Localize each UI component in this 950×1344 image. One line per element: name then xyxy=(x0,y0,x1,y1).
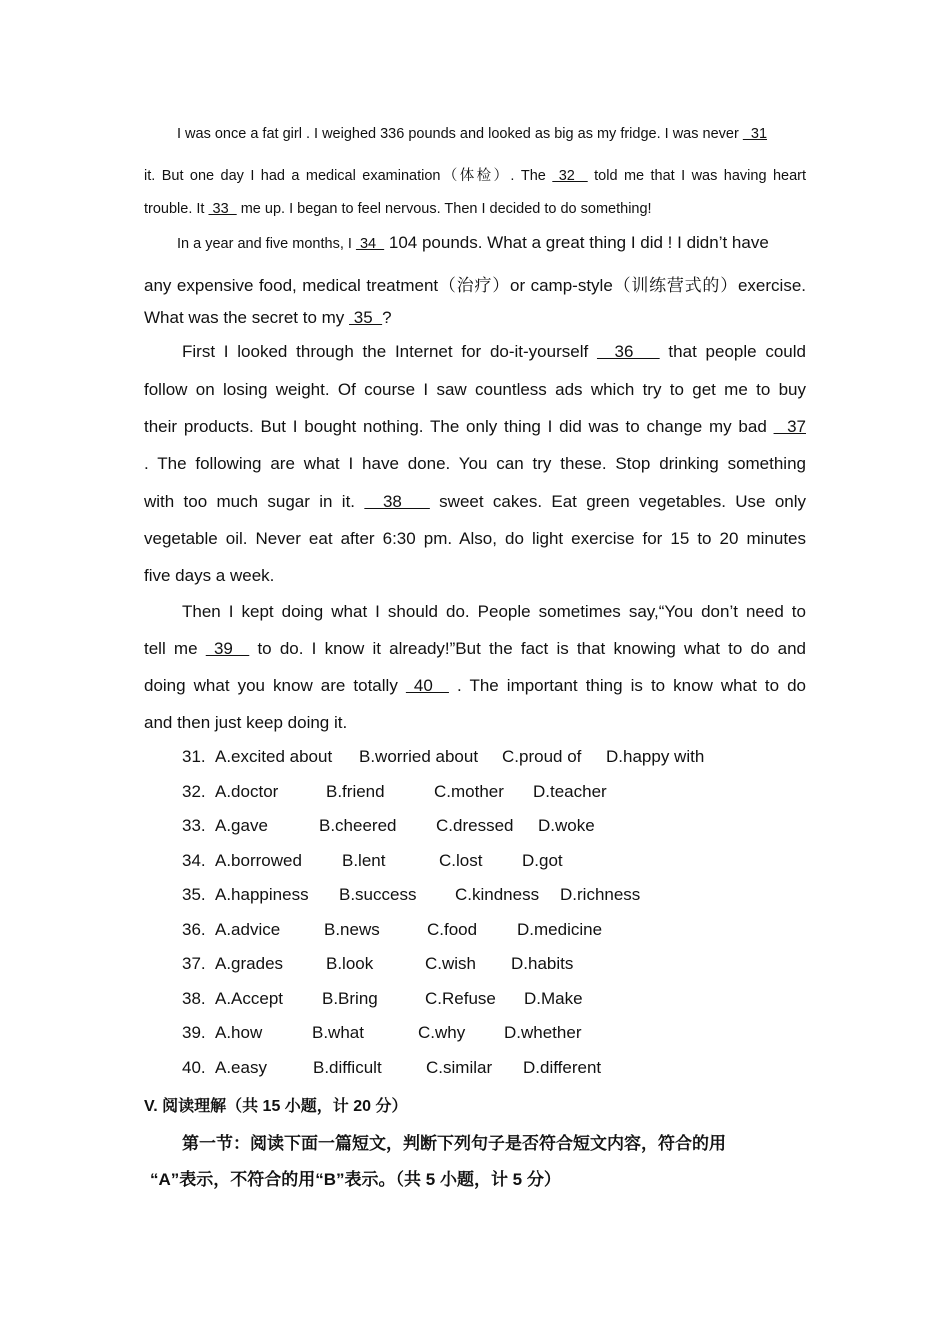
option-b: B.Bring xyxy=(322,989,378,1008)
option-c: C.similar xyxy=(426,1058,493,1077)
text-span: follow on losing weight. Of course I saw countless ads which try to get me to buy xyxy=(144,380,806,399)
text-span: trouble. It xyxy=(144,201,209,217)
p1-line2 xyxy=(144,164,806,185)
text-span: First I looked through the Internet for do-it-yourself xyxy=(182,342,597,361)
question-number: 39. xyxy=(182,1023,206,1042)
text-span: with too much sugar in it. xyxy=(144,492,365,511)
option-b: B.lent xyxy=(342,851,386,870)
blank-33: 33 xyxy=(208,201,237,217)
blank-40: 40 xyxy=(405,676,449,695)
option-a: A.borrowed xyxy=(215,851,302,870)
text-span: vegetable oil. Never eat after 6:30 pm. Also, do light exercise for 15 to 20 minutes xyxy=(144,529,806,548)
option-a: A.doctor xyxy=(215,782,279,801)
question-number: 37. xyxy=(182,954,206,973)
option-a: A.excited about xyxy=(215,747,333,766)
option-d: D.happy with xyxy=(606,747,705,766)
option-d: D.richness xyxy=(560,885,641,904)
option-c: C.mother xyxy=(434,782,504,801)
p4-line3 xyxy=(144,676,806,696)
option-b: B.what xyxy=(312,1023,364,1042)
option-c: C.food xyxy=(427,920,478,939)
question-number: 40. xyxy=(182,1058,206,1077)
blank-31: 31 xyxy=(742,126,768,142)
text-span: . The following are what I have done. You can try these. Stop drinking something xyxy=(144,454,806,473)
text-span: any expensive food, medical treatment（治疗）or camp-style（训练营式的）exercise. xyxy=(144,276,806,295)
option-b: B.news xyxy=(324,920,380,939)
option-d: D.teacher xyxy=(533,782,607,801)
text-span: Then I kept doing what I should do. People sometimes say,“You don’t need to xyxy=(182,602,806,621)
subsection-instruction-line2: “A”表示，不符合的用“B”表示。（共 5 小题，计 5 分） xyxy=(150,1170,561,1189)
option-c: C.lost xyxy=(439,851,483,870)
option-a: A.Accept xyxy=(215,989,284,1008)
text-span: 104 pounds. What a great thing I did ! I didn’t have xyxy=(384,233,769,252)
p1-line1 xyxy=(177,126,806,142)
blank-34: 34 xyxy=(355,236,385,252)
option-b: B.worried about xyxy=(359,747,479,766)
question-number: 38. xyxy=(182,989,206,1008)
p4-line2 xyxy=(144,639,806,659)
p3-line1 xyxy=(182,342,806,362)
text-span: In a year and five months, I xyxy=(177,236,356,252)
blank-38: 38 xyxy=(364,492,430,511)
text-span: . The important thing is to know what to do xyxy=(448,676,806,695)
text-span: and then just keep doing it. xyxy=(144,713,348,732)
question-number: 32. xyxy=(182,782,206,801)
option-b: B.difficult xyxy=(313,1058,382,1077)
option-c: C.why xyxy=(418,1023,466,1042)
text-span: that people could xyxy=(659,342,806,361)
option-a: A.how xyxy=(215,1023,263,1042)
subsection-instruction-line1: 第一节：阅读下面一篇短文，判断下列句子是否符合短文内容，符合的用 xyxy=(182,1134,726,1153)
p3-line2 xyxy=(144,380,806,400)
p3-line4 xyxy=(144,454,806,474)
text-span: it. But one day I had a medical examination（体检）. The xyxy=(144,168,553,184)
blank-39: 39 xyxy=(205,639,250,658)
option-c: C.wish xyxy=(425,954,477,973)
p2-line1 xyxy=(177,233,806,253)
option-c: C.kindness xyxy=(455,885,540,904)
option-a: A.happiness xyxy=(215,885,309,904)
option-d: D.woke xyxy=(538,816,595,835)
option-d: D.habits xyxy=(511,954,574,973)
question-number: 36. xyxy=(182,920,206,939)
text-span: I was once a fat girl . I weighed 336 pounds and looked as big as my fridge. I was never xyxy=(177,126,743,142)
p1-line3 xyxy=(144,201,806,217)
option-b: B.friend xyxy=(326,782,385,801)
option-b: B.success xyxy=(339,885,417,904)
question-number: 35. xyxy=(182,885,206,904)
p2-line3 xyxy=(144,308,806,328)
p3-line6 xyxy=(144,529,806,549)
blank-35: 35 xyxy=(349,308,383,327)
section-heading: V. 阅读理解（共 15 小题，计 20 分） xyxy=(144,1098,408,1115)
option-a: A.easy xyxy=(215,1058,267,1077)
blank-36: 36 xyxy=(596,342,660,361)
option-c: C.dressed xyxy=(436,816,514,835)
p2-line2 xyxy=(144,271,806,296)
text-span: told me that I was having heart xyxy=(587,168,806,184)
option-c: C.Refuse xyxy=(425,989,496,1008)
text-span: What was the secret to my xyxy=(144,308,350,327)
option-b: B.cheered xyxy=(319,816,397,835)
option-c: C.proud of xyxy=(502,747,582,766)
option-a: A.advice xyxy=(215,920,281,939)
option-a: A.grades xyxy=(215,954,284,973)
option-d: D.medicine xyxy=(517,920,603,939)
text-span: ? xyxy=(382,308,392,327)
text-span: me up. I began to feel nervous. Then I decided to do something! xyxy=(236,201,652,217)
text-span: their products. But I bought nothing. The only thing I did was to change my bad xyxy=(144,417,774,436)
blank-37: 37 xyxy=(773,417,806,436)
text-span: to do. I know it already!”But the fact is that knowing what to do and xyxy=(249,639,806,658)
question-number: 34. xyxy=(182,851,206,870)
option-d: D.whether xyxy=(504,1023,582,1042)
text-span: sweet cakes. Eat green vegetables. Use only xyxy=(429,492,807,511)
question-number: 33. xyxy=(182,816,206,835)
p3-line7 xyxy=(144,566,806,586)
p3-line5 xyxy=(144,492,806,512)
option-a: A.gave xyxy=(215,816,268,835)
text-span: doing what you know are totally xyxy=(144,676,406,695)
p3-line3 xyxy=(144,417,806,437)
blank-32: 32 xyxy=(552,168,588,184)
text-span: tell me xyxy=(144,639,206,658)
text-span: five days a week. xyxy=(144,566,275,585)
p4-line4 xyxy=(144,713,806,733)
p4-line1 xyxy=(182,602,806,622)
option-d: D.got xyxy=(522,851,563,870)
question-number: 31. xyxy=(182,747,206,766)
option-b: B.look xyxy=(326,954,374,973)
option-d: D.Make xyxy=(524,989,583,1008)
option-d: D.different xyxy=(523,1058,602,1077)
